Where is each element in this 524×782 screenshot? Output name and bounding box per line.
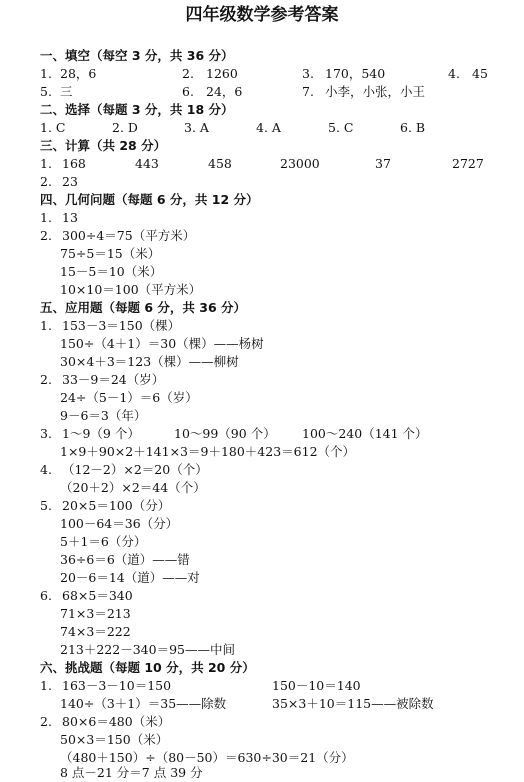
- item-number: 6.: [182, 84, 194, 99]
- solution-line: 35×3＋10＝115——被除数: [272, 696, 434, 711]
- solution-line: 9－6＝3（年）: [60, 408, 147, 423]
- calc-answer: 23000: [280, 156, 320, 171]
- solution-part: 1～9（9 个）: [62, 426, 140, 441]
- item-number: 2.: [40, 372, 52, 387]
- solution-line: 36÷6＝6（道）——错: [60, 552, 190, 567]
- item-number: 7.: [302, 84, 314, 99]
- item-number: 3.: [40, 426, 52, 441]
- item-number: 5.: [40, 498, 52, 513]
- solution-line: （12－2）×2＝20（个）: [62, 462, 208, 477]
- solution-line: 5＋1＝6（分）: [60, 534, 147, 549]
- item-number: 2.: [40, 714, 52, 729]
- item-number: 5.: [40, 84, 52, 99]
- solution-part: 100～240（141 个）: [302, 426, 428, 441]
- item-number: 1.: [40, 318, 52, 333]
- calc-answer: 23: [62, 174, 78, 189]
- answer-value: 13: [62, 210, 78, 225]
- solution-line: 8 点－21 分＝7 点 39 分: [60, 765, 203, 780]
- section-3-heading: 三、计算（共 28 分）: [40, 138, 167, 153]
- solution-line: 140÷（3＋1）＝35——除数: [60, 696, 227, 711]
- answer-value: 三: [60, 84, 73, 99]
- solution-line: 300÷4＝75（平方米）: [62, 228, 196, 243]
- item-number: 2.: [40, 228, 52, 243]
- solution-line: 75÷5＝15（米）: [60, 246, 161, 261]
- item-number: 6.: [40, 588, 52, 603]
- page-title: 四年级数学参考答案: [185, 5, 339, 25]
- solution-part: 10～99（90 个）: [174, 426, 276, 441]
- item-number: 1.: [40, 156, 52, 171]
- item-number: 4.: [40, 462, 52, 477]
- solution-line: 100－64＝36（分）: [60, 516, 179, 531]
- item-number: 1.: [40, 66, 52, 81]
- solution-line: 24÷（5－1）＝6（岁）: [60, 390, 198, 405]
- section-2-heading: 二、选择（每题 3 分，共 18 分）: [40, 102, 234, 117]
- choice-answer: 2. D: [112, 120, 138, 135]
- answer-value: 小李，小张，小王: [325, 84, 426, 99]
- choice-answer: 1. C: [40, 120, 66, 135]
- solution-line: 10×10＝100（平方米）: [60, 282, 202, 297]
- calc-answer: 443: [135, 156, 159, 171]
- solution-line: 80×6＝480（米）: [62, 714, 171, 729]
- solution-line: 163－3－10＝150: [62, 678, 172, 693]
- item-number: 4.: [448, 66, 460, 81]
- solution-line: 71×3＝213: [60, 606, 131, 621]
- item-number: 1.: [40, 678, 52, 693]
- solution-line: 213＋222－340＝95——中间: [60, 642, 235, 657]
- solution-line: 50×3＝150（米）: [60, 732, 169, 747]
- choice-answer: 5. C: [328, 120, 354, 135]
- answer-value: 24，6: [206, 84, 243, 99]
- solution-line: 68×5＝340: [62, 588, 133, 603]
- solution-line: （20＋2）×2＝44（个）: [60, 480, 206, 495]
- solution-line: 153－3＝150（棵）: [62, 318, 181, 333]
- solution-line: 150－10＝140: [272, 678, 361, 693]
- calc-answer: 458: [208, 156, 232, 171]
- calc-answer: 37: [375, 156, 391, 171]
- item-number: 3.: [302, 66, 314, 81]
- section-5-heading: 五、应用题（每题 6 分，共 36 分）: [40, 300, 247, 315]
- item-number: 2.: [40, 174, 52, 189]
- calc-answer: 168: [62, 156, 86, 171]
- answer-value: 28，6: [60, 66, 97, 81]
- choice-answer: 3. A: [184, 120, 209, 135]
- choice-answer: 6. B: [400, 120, 426, 135]
- solution-line: 150÷（4＋1）＝30（棵）——杨树: [60, 336, 264, 351]
- solution-line: 20×5＝100（分）: [62, 498, 171, 513]
- answer-value: 170，540: [325, 66, 386, 81]
- answer-value: 1260: [206, 66, 238, 81]
- item-number: 1.: [40, 210, 52, 225]
- solution-line: 1×9＋90×2＋141×3＝9＋180＋423＝612（个）: [60, 444, 356, 459]
- section-6-heading: 六、挑战题（每题 10 分，共 20 分）: [40, 660, 255, 675]
- solution-line: 15－5＝10（米）: [60, 264, 163, 279]
- solution-line: 74×3＝222: [60, 624, 131, 639]
- answer-value: 45: [472, 66, 488, 81]
- solution-line: 33－9＝24（岁）: [62, 372, 165, 387]
- solution-line: 30×4＋3＝123（棵）——柳树: [60, 354, 239, 369]
- solution-line: 20－6＝14（道）——对: [60, 570, 200, 585]
- item-number: 2.: [182, 66, 194, 81]
- solution-line: （480＋150）÷（80－50）＝630÷30＝21（分）: [60, 750, 354, 765]
- section-4-heading: 四、几何问题（每题 6 分，共 12 分）: [40, 192, 259, 207]
- choice-answer: 4. A: [256, 120, 281, 135]
- section-1-heading: 一、填空（每空 3 分，共 36 分）: [40, 48, 234, 63]
- calc-answer: 2727: [452, 156, 484, 171]
